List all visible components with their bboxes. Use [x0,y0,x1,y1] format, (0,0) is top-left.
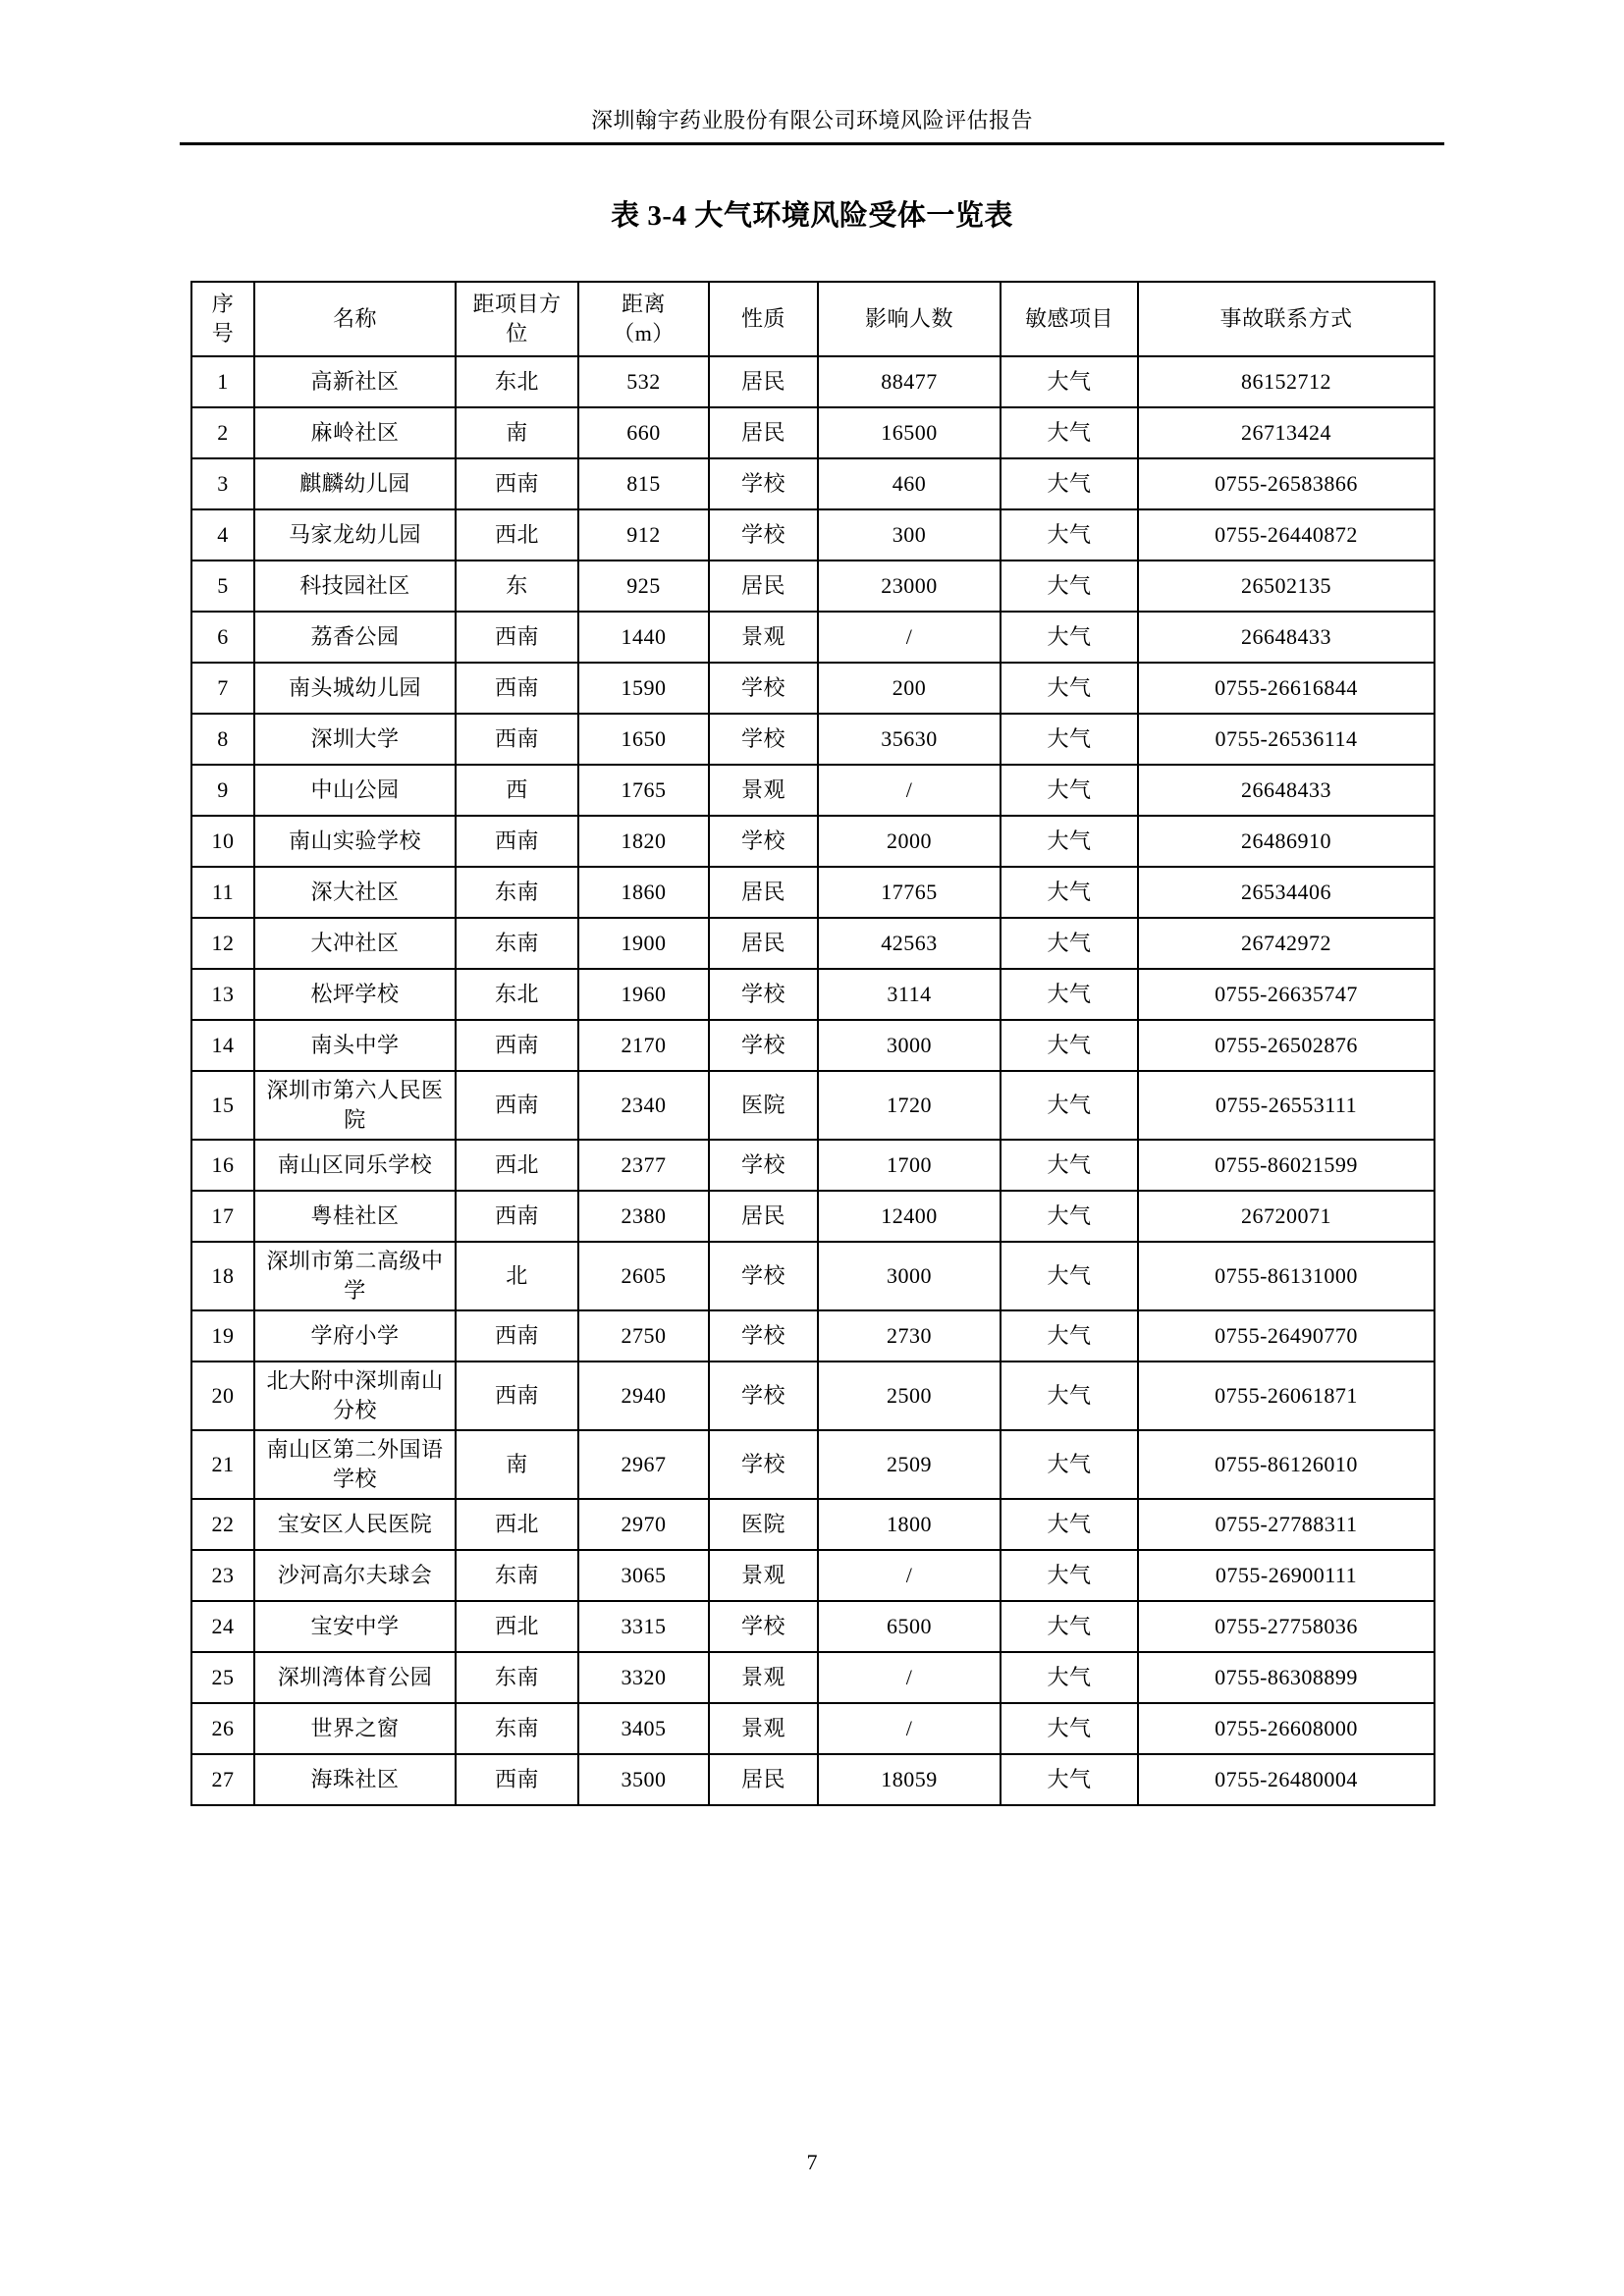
cell-distance: 3315 [578,1601,709,1652]
cell-name: 沙河高尔夫球会 [254,1550,456,1601]
cell-telephone: 86152712 [1138,356,1435,407]
cell-population: 2509 [818,1430,1001,1499]
cell-telephone: 0755-26900111 [1138,1550,1435,1601]
table-row [191,1499,1435,1550]
cell-name: 深圳大学 [254,714,456,765]
column-header-seq-line1: 序 [211,292,235,316]
cell-distance: 2377 [578,1140,709,1191]
cell-type: 居民 [709,1754,818,1805]
table-row [191,1550,1435,1601]
column-header-seq [191,282,254,356]
cell-direction: 北 [456,1242,578,1310]
running-header [180,106,1444,135]
cell-distance: 2940 [578,1362,709,1430]
running-header-text: 深圳翰宇药业股份有限公司环境风险评估报告 [590,108,1033,133]
cell-direction: 西北 [456,509,578,561]
cell-distance: 3500 [578,1754,709,1805]
cell-name: 南山区第二外国语学校 [254,1430,456,1499]
cell-sensitive: 大气 [1001,1550,1138,1601]
cell-type: 学校 [709,1242,818,1310]
column-header-population: 影响人数 [818,282,1001,356]
cell-name: 宝安区人民医院 [254,1499,456,1550]
cell-type: 学校 [709,1140,818,1191]
cell-sensitive: 大气 [1001,1140,1138,1191]
cell-direction: 西南 [456,1020,578,1071]
cell-direction: 西南 [456,1362,578,1430]
cell-type: 居民 [709,918,818,969]
cell-type: 医院 [709,1499,818,1550]
cell-seq: 14 [191,1020,254,1071]
cell-distance: 2605 [578,1242,709,1310]
cell-sensitive: 大气 [1001,816,1138,867]
cell-name: 宝安中学 [254,1601,456,1652]
cell-direction: 东南 [456,1652,578,1703]
cell-population: 2500 [818,1362,1001,1430]
cell-direction: 西南 [456,612,578,663]
cell-population: 300 [818,509,1001,561]
table-row [191,969,1435,1020]
table-row [191,1020,1435,1071]
cell-sensitive: 大气 [1001,714,1138,765]
cell-name: 高新社区 [254,356,456,407]
cell-sensitive: 大气 [1001,1020,1138,1071]
cell-direction: 西南 [456,458,578,509]
cell-seq: 11 [191,867,254,918]
cell-name: 深圳市第二高级中学 [254,1242,456,1310]
cell-name: 深大社区 [254,867,456,918]
cell-name: 荔香公园 [254,612,456,663]
cell-population: 88477 [818,356,1001,407]
cell-sensitive: 大气 [1001,1601,1138,1652]
table-row [191,918,1435,969]
table-row [191,1703,1435,1754]
risk-receptor-table [190,281,1435,1806]
cell-type: 景观 [709,1703,818,1754]
cell-name: 粤桂社区 [254,1191,456,1242]
cell-direction: 东南 [456,918,578,969]
cell-direction: 南 [456,407,578,458]
column-header-direction-line1: 距项目方 [472,292,562,316]
cell-telephone: 0755-86131000 [1138,1242,1435,1310]
table-row [191,407,1435,458]
cell-name: 大冲社区 [254,918,456,969]
cell-distance: 3320 [578,1652,709,1703]
cell-sensitive: 大气 [1001,407,1138,458]
cell-type: 学校 [709,1362,818,1430]
table-row [191,1140,1435,1191]
column-header-distance-line1: 距离 [621,292,666,316]
cell-direction: 东北 [456,969,578,1020]
cell-telephone: 0755-26502876 [1138,1020,1435,1071]
cell-telephone: 0755-26583866 [1138,458,1435,509]
cell-sensitive: 大气 [1001,663,1138,714]
risk-receptor-table-container [190,281,1434,1806]
cell-sensitive: 大气 [1001,1499,1138,1550]
cell-telephone: 0755-86126010 [1138,1430,1435,1499]
cell-telephone: 0755-26061871 [1138,1362,1435,1430]
cell-type: 居民 [709,407,818,458]
cell-direction: 西南 [456,816,578,867]
cell-type: 景观 [709,765,818,816]
cell-seq: 25 [191,1652,254,1703]
cell-seq: 9 [191,765,254,816]
cell-distance: 532 [578,356,709,407]
cell-seq: 24 [191,1601,254,1652]
cell-population: 35630 [818,714,1001,765]
cell-distance: 1960 [578,969,709,1020]
cell-seq: 22 [191,1499,254,1550]
cell-seq: 10 [191,816,254,867]
cell-distance: 1765 [578,765,709,816]
cell-telephone: 0755-26553111 [1138,1071,1435,1140]
cell-population: / [818,1703,1001,1754]
cell-sensitive: 大气 [1001,612,1138,663]
cell-type: 学校 [709,1020,818,1071]
cell-telephone: 0755-27788311 [1138,1499,1435,1550]
cell-seq: 1 [191,356,254,407]
cell-type: 景观 [709,612,818,663]
cell-telephone: 26648433 [1138,612,1435,663]
cell-telephone: 26720071 [1138,1191,1435,1242]
cell-telephone: 26713424 [1138,407,1435,458]
table-row [191,509,1435,561]
cell-sensitive: 大气 [1001,918,1138,969]
cell-type: 学校 [709,969,818,1020]
cell-seq: 21 [191,1430,254,1499]
cell-sensitive: 大气 [1001,1071,1138,1140]
cell-population: 17765 [818,867,1001,918]
cell-direction: 东南 [456,867,578,918]
cell-name: 中山公园 [254,765,456,816]
cell-direction: 西南 [456,1754,578,1805]
cell-sensitive: 大气 [1001,1191,1138,1242]
cell-sensitive: 大气 [1001,1242,1138,1310]
cell-type: 居民 [709,561,818,612]
cell-sensitive: 大气 [1001,765,1138,816]
cell-sensitive: 大气 [1001,1703,1138,1754]
cell-type: 学校 [709,663,818,714]
column-header-telephone: 事故联系方式 [1138,282,1435,356]
column-header-distance [578,282,709,356]
cell-sensitive: 大气 [1001,1310,1138,1362]
table-row [191,1652,1435,1703]
cell-seq: 7 [191,663,254,714]
cell-distance: 2750 [578,1310,709,1362]
table-row [191,356,1435,407]
cell-direction: 西南 [456,663,578,714]
cell-seq: 20 [191,1362,254,1430]
cell-name: 马家龙幼儿园 [254,509,456,561]
cell-type: 景观 [709,1652,818,1703]
cell-direction: 西北 [456,1140,578,1191]
table-row [191,1191,1435,1242]
cell-telephone: 0755-86021599 [1138,1140,1435,1191]
cell-seq: 6 [191,612,254,663]
cell-telephone: 0755-26440872 [1138,509,1435,561]
cell-name: 南头城幼儿园 [254,663,456,714]
cell-population: 18059 [818,1754,1001,1805]
column-header-seq-line2: 号 [211,321,235,346]
cell-direction: 西南 [456,714,578,765]
cell-sensitive: 大气 [1001,458,1138,509]
cell-population: 42563 [818,918,1001,969]
cell-name: 南头中学 [254,1020,456,1071]
cell-direction: 东南 [456,1550,578,1601]
cell-sensitive: 大气 [1001,867,1138,918]
cell-direction: 西南 [456,1071,578,1140]
cell-population: 16500 [818,407,1001,458]
cell-population: / [818,1550,1001,1601]
cell-population: 1800 [818,1499,1001,1550]
cell-population: / [818,612,1001,663]
table-row [191,612,1435,663]
cell-distance: 2970 [578,1499,709,1550]
cell-direction: 东北 [456,356,578,407]
cell-telephone: 0755-26490770 [1138,1310,1435,1362]
cell-seq: 16 [191,1140,254,1191]
cell-direction: 南 [456,1430,578,1499]
cell-name: 科技园社区 [254,561,456,612]
cell-distance: 2967 [578,1430,709,1499]
table-row [191,765,1435,816]
cell-type: 居民 [709,867,818,918]
table-row [191,663,1435,714]
cell-type: 学校 [709,816,818,867]
cell-distance: 1650 [578,714,709,765]
cell-direction: 西 [456,765,578,816]
cell-distance: 2340 [578,1071,709,1140]
cell-telephone: 0755-86308899 [1138,1652,1435,1703]
cell-sensitive: 大气 [1001,1430,1138,1499]
cell-type: 学校 [709,458,818,509]
cell-name: 深圳湾体育公园 [254,1652,456,1703]
column-header-type: 性质 [709,282,818,356]
cell-distance: 815 [578,458,709,509]
cell-seq: 12 [191,918,254,969]
cell-distance: 1900 [578,918,709,969]
cell-distance: 925 [578,561,709,612]
cell-distance: 3065 [578,1550,709,1601]
cell-type: 学校 [709,1430,818,1499]
column-header-distance-line2: （m） [613,321,675,346]
cell-distance: 3405 [578,1703,709,1754]
cell-population: 200 [818,663,1001,714]
header-divider-rule [180,142,1444,145]
cell-type: 居民 [709,1191,818,1242]
cell-population: / [818,765,1001,816]
cell-name: 学府小学 [254,1310,456,1362]
cell-sensitive: 大气 [1001,561,1138,612]
cell-type: 学校 [709,1310,818,1362]
cell-telephone: 0755-26480004 [1138,1754,1435,1805]
cell-telephone: 26648433 [1138,765,1435,816]
cell-population: 1720 [818,1071,1001,1140]
table-row [191,1071,1435,1140]
cell-seq: 3 [191,458,254,509]
cell-telephone: 26502135 [1138,561,1435,612]
cell-distance: 660 [578,407,709,458]
cell-population: 3114 [818,969,1001,1020]
cell-seq: 13 [191,969,254,1020]
cell-population: 2730 [818,1310,1001,1362]
cell-name: 麒麟幼儿园 [254,458,456,509]
cell-name: 麻岭社区 [254,407,456,458]
cell-telephone: 26486910 [1138,816,1435,867]
cell-telephone: 0755-26608000 [1138,1703,1435,1754]
column-header-direction-line2: 位 [506,321,528,346]
cell-telephone: 0755-26635747 [1138,969,1435,1020]
cell-distance: 1590 [578,663,709,714]
cell-population: 3000 [818,1020,1001,1071]
cell-telephone: 0755-26616844 [1138,663,1435,714]
cell-direction: 西南 [456,1191,578,1242]
cell-sensitive: 大气 [1001,356,1138,407]
cell-population: 460 [818,458,1001,509]
cell-seq: 17 [191,1191,254,1242]
cell-population: 6500 [818,1601,1001,1652]
cell-population: 1700 [818,1140,1001,1191]
cell-sensitive: 大气 [1001,1362,1138,1430]
column-header-sensitive: 敏感项目 [1001,282,1138,356]
cell-seq: 4 [191,509,254,561]
table-header-row [191,282,1435,356]
cell-seq: 8 [191,714,254,765]
cell-seq: 15 [191,1071,254,1140]
table-row [191,1310,1435,1362]
cell-population: 12400 [818,1191,1001,1242]
table-row [191,561,1435,612]
cell-name: 深圳市第六人民医院 [254,1071,456,1140]
table-row [191,1601,1435,1652]
cell-sensitive: 大气 [1001,1754,1138,1805]
cell-seq: 18 [191,1242,254,1310]
cell-direction: 西北 [456,1499,578,1550]
cell-seq: 27 [191,1754,254,1805]
cell-telephone: 26742972 [1138,918,1435,969]
table-row [191,816,1435,867]
cell-sensitive: 大气 [1001,969,1138,1020]
cell-population: / [818,1652,1001,1703]
cell-direction: 东南 [456,1703,578,1754]
cell-direction: 西南 [456,1310,578,1362]
cell-name: 松坪学校 [254,969,456,1020]
cell-direction: 东 [456,561,578,612]
table-row [191,714,1435,765]
cell-name: 北大附中深圳南山分校 [254,1362,456,1430]
cell-type: 居民 [709,356,818,407]
cell-name: 世界之窗 [254,1703,456,1754]
cell-seq: 23 [191,1550,254,1601]
cell-sensitive: 大气 [1001,509,1138,561]
cell-population: 23000 [818,561,1001,612]
table-row [191,867,1435,918]
cell-seq: 26 [191,1703,254,1754]
cell-distance: 1820 [578,816,709,867]
cell-type: 学校 [709,714,818,765]
cell-type: 景观 [709,1550,818,1601]
cell-sensitive: 大气 [1001,1652,1138,1703]
cell-direction: 西北 [456,1601,578,1652]
table-row [191,458,1435,509]
table-row [191,1362,1435,1430]
table-body [191,356,1435,1805]
cell-seq: 2 [191,407,254,458]
cell-distance: 912 [578,509,709,561]
table-header [191,282,1435,356]
table-row [191,1430,1435,1499]
cell-distance: 1440 [578,612,709,663]
cell-telephone: 0755-27758036 [1138,1601,1435,1652]
cell-type: 学校 [709,1601,818,1652]
cell-distance: 2170 [578,1020,709,1071]
cell-seq: 5 [191,561,254,612]
cell-name: 海珠社区 [254,1754,456,1805]
table-caption: 表 3-4 大气环境风险受体一览表 [611,200,1013,232]
cell-name: 南山区同乐学校 [254,1140,456,1191]
table-row [191,1754,1435,1805]
cell-distance: 2380 [578,1191,709,1242]
cell-name: 南山实验学校 [254,816,456,867]
column-header-direction [456,282,578,356]
cell-seq: 19 [191,1310,254,1362]
cell-population: 3000 [818,1242,1001,1310]
cell-type: 学校 [709,509,818,561]
page-number: 7 [806,2150,818,2174]
cell-distance: 1860 [578,867,709,918]
column-header-name: 名称 [254,282,456,356]
cell-type: 医院 [709,1071,818,1140]
cell-telephone: 0755-26536114 [1138,714,1435,765]
cell-population: 2000 [818,816,1001,867]
table-row [191,1242,1435,1310]
cell-telephone: 26534406 [1138,867,1435,918]
